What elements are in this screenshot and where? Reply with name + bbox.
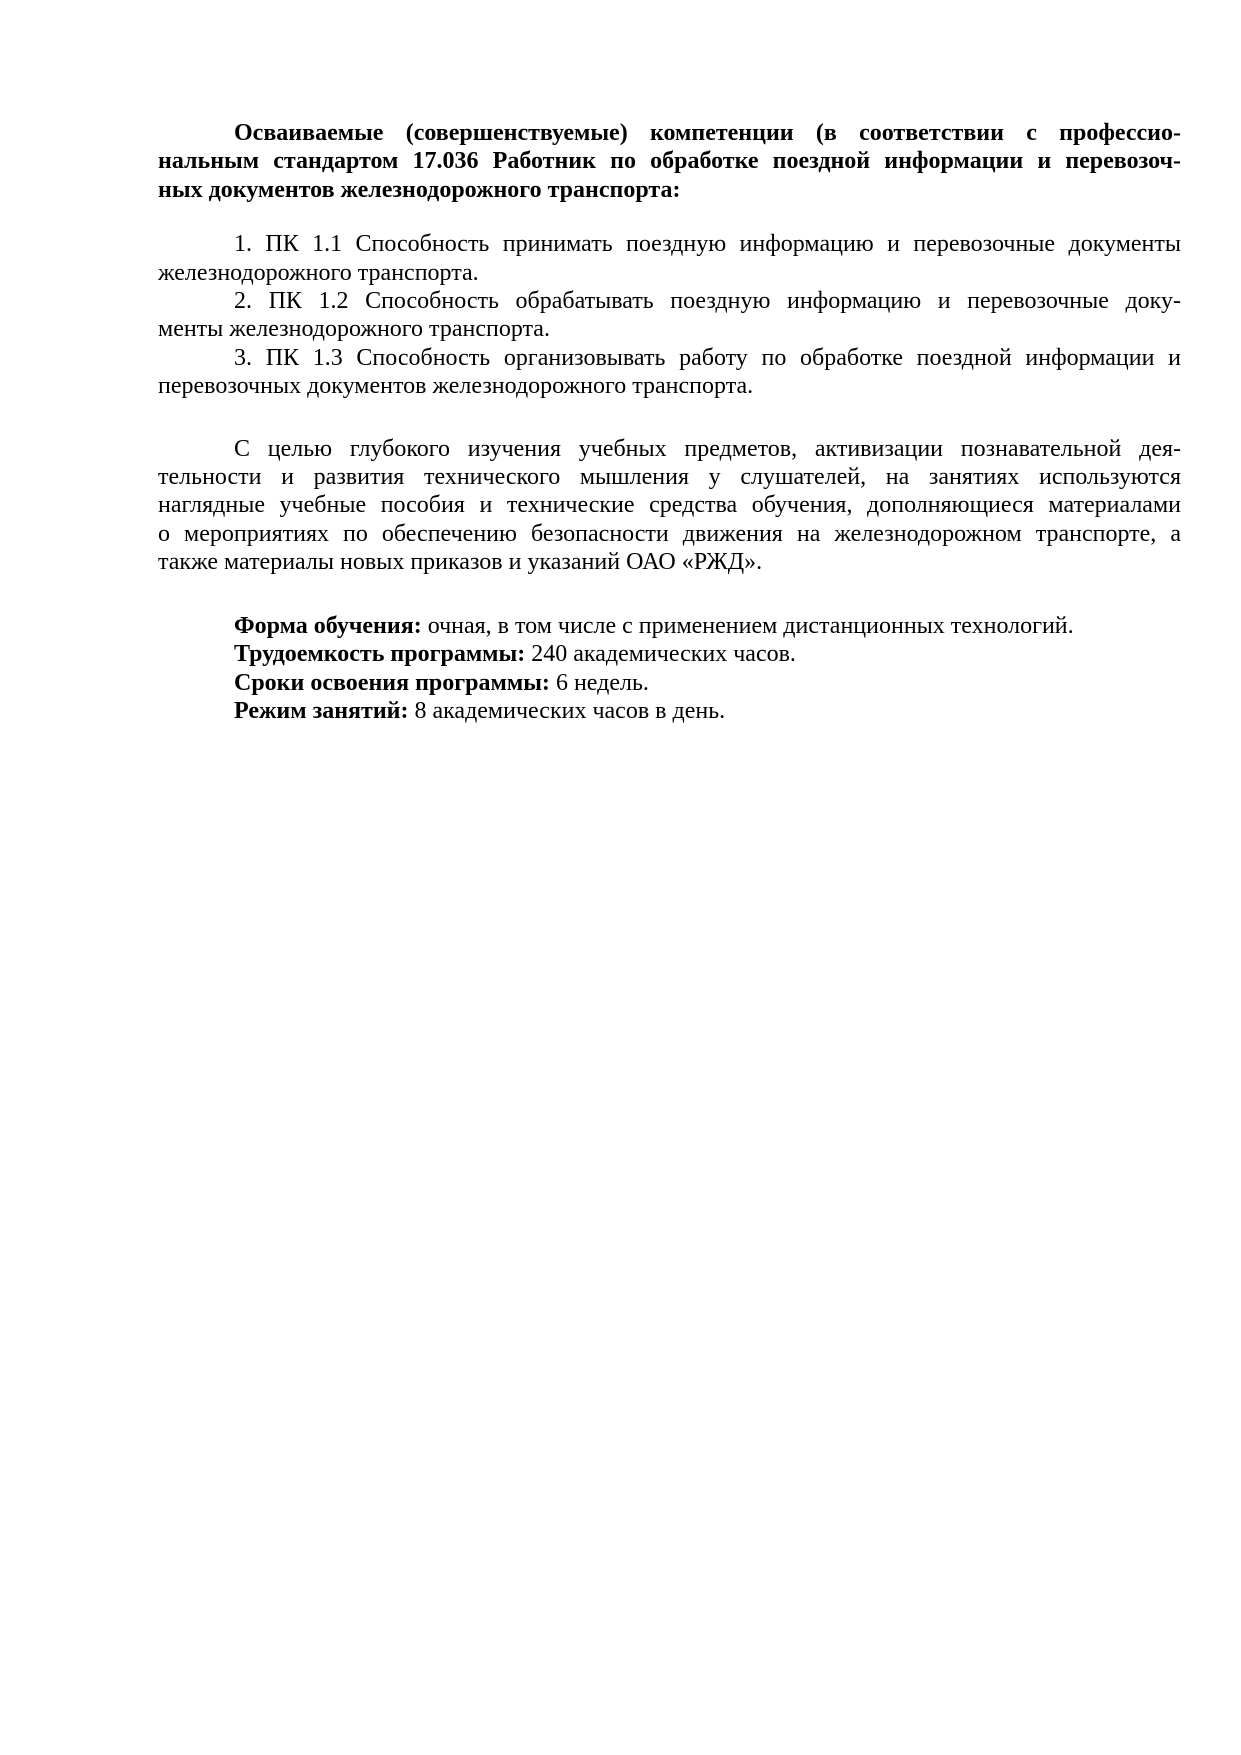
methodology-line: о мероприятиях по обеспечению безопасности движения на железнодорожном транспорте, а [158, 520, 1181, 547]
detail-label: Режим занятий: [234, 697, 409, 724]
competency-item-pk-1-2 [158, 287, 1181, 344]
detail-class-schedule [158, 697, 1181, 725]
competency-line: 3. ПК 1.3 Способность организовывать работу по обработке поездной информации и [234, 344, 1181, 371]
detail-label: Трудоемкость программы: [234, 641, 526, 668]
methodology-line: С целью глубокого изучения учебных предметов, активизации познавательной дея- [234, 435, 1181, 462]
heading-line: Осваиваемые (совершенствуемые) компетенции (в соответствии с профессио- [234, 120, 1181, 146]
competency-item-pk-1-3 [158, 344, 1181, 401]
detail-value: 240 академических часов. [525, 641, 796, 668]
page-content [158, 119, 1181, 725]
detail-value: 8 академических часов в день. [408, 697, 726, 724]
section-heading [158, 119, 1181, 204]
competency-item-pk-1-1 [158, 230, 1181, 287]
methodology-line: наглядные учебные пособия и технические средства обучения, дополняющиеся материалами [158, 492, 1181, 519]
competency-line: 2. ПК 1.2 Способность обрабатывать поездную информацию и перевозочные доку- [234, 288, 1181, 315]
detail-label: Сроки освоения программы: [234, 669, 550, 696]
program-details [158, 612, 1181, 726]
competency-list [158, 230, 1181, 400]
detail-program-workload [158, 640, 1181, 668]
detail-program-duration [158, 669, 1181, 697]
detail-study-form [158, 612, 1181, 640]
methodology-line: тельности и развития технического мышления у слушателей, на занятиях используются [158, 464, 1181, 491]
methodology-paragraph [158, 435, 1181, 577]
methodology-line: также материалы новых приказов и указаний ОАО «РЖД». [158, 549, 763, 576]
detail-value: 6 недель. [549, 669, 649, 696]
competency-line: перевозочных документов железнодорожного транспорта. [158, 373, 754, 400]
heading-line: нальным стандартом 17.036 Работник по обработке поездной информации и перевозоч- [158, 148, 1181, 175]
detail-value: очная, в том числе с применением дистанционных технологий. [421, 612, 1074, 639]
heading-line: ных документов железнодорожного транспорта: [158, 176, 681, 203]
competency-line: менты железнодорожного транспорта. [158, 316, 550, 343]
competency-line: железнодорожного транспорта. [158, 259, 479, 286]
competency-line: 1. ПК 1.1 Способность принимать поездную информацию и перевозочные документы [234, 231, 1181, 258]
detail-label: Форма обучения: [234, 612, 422, 639]
